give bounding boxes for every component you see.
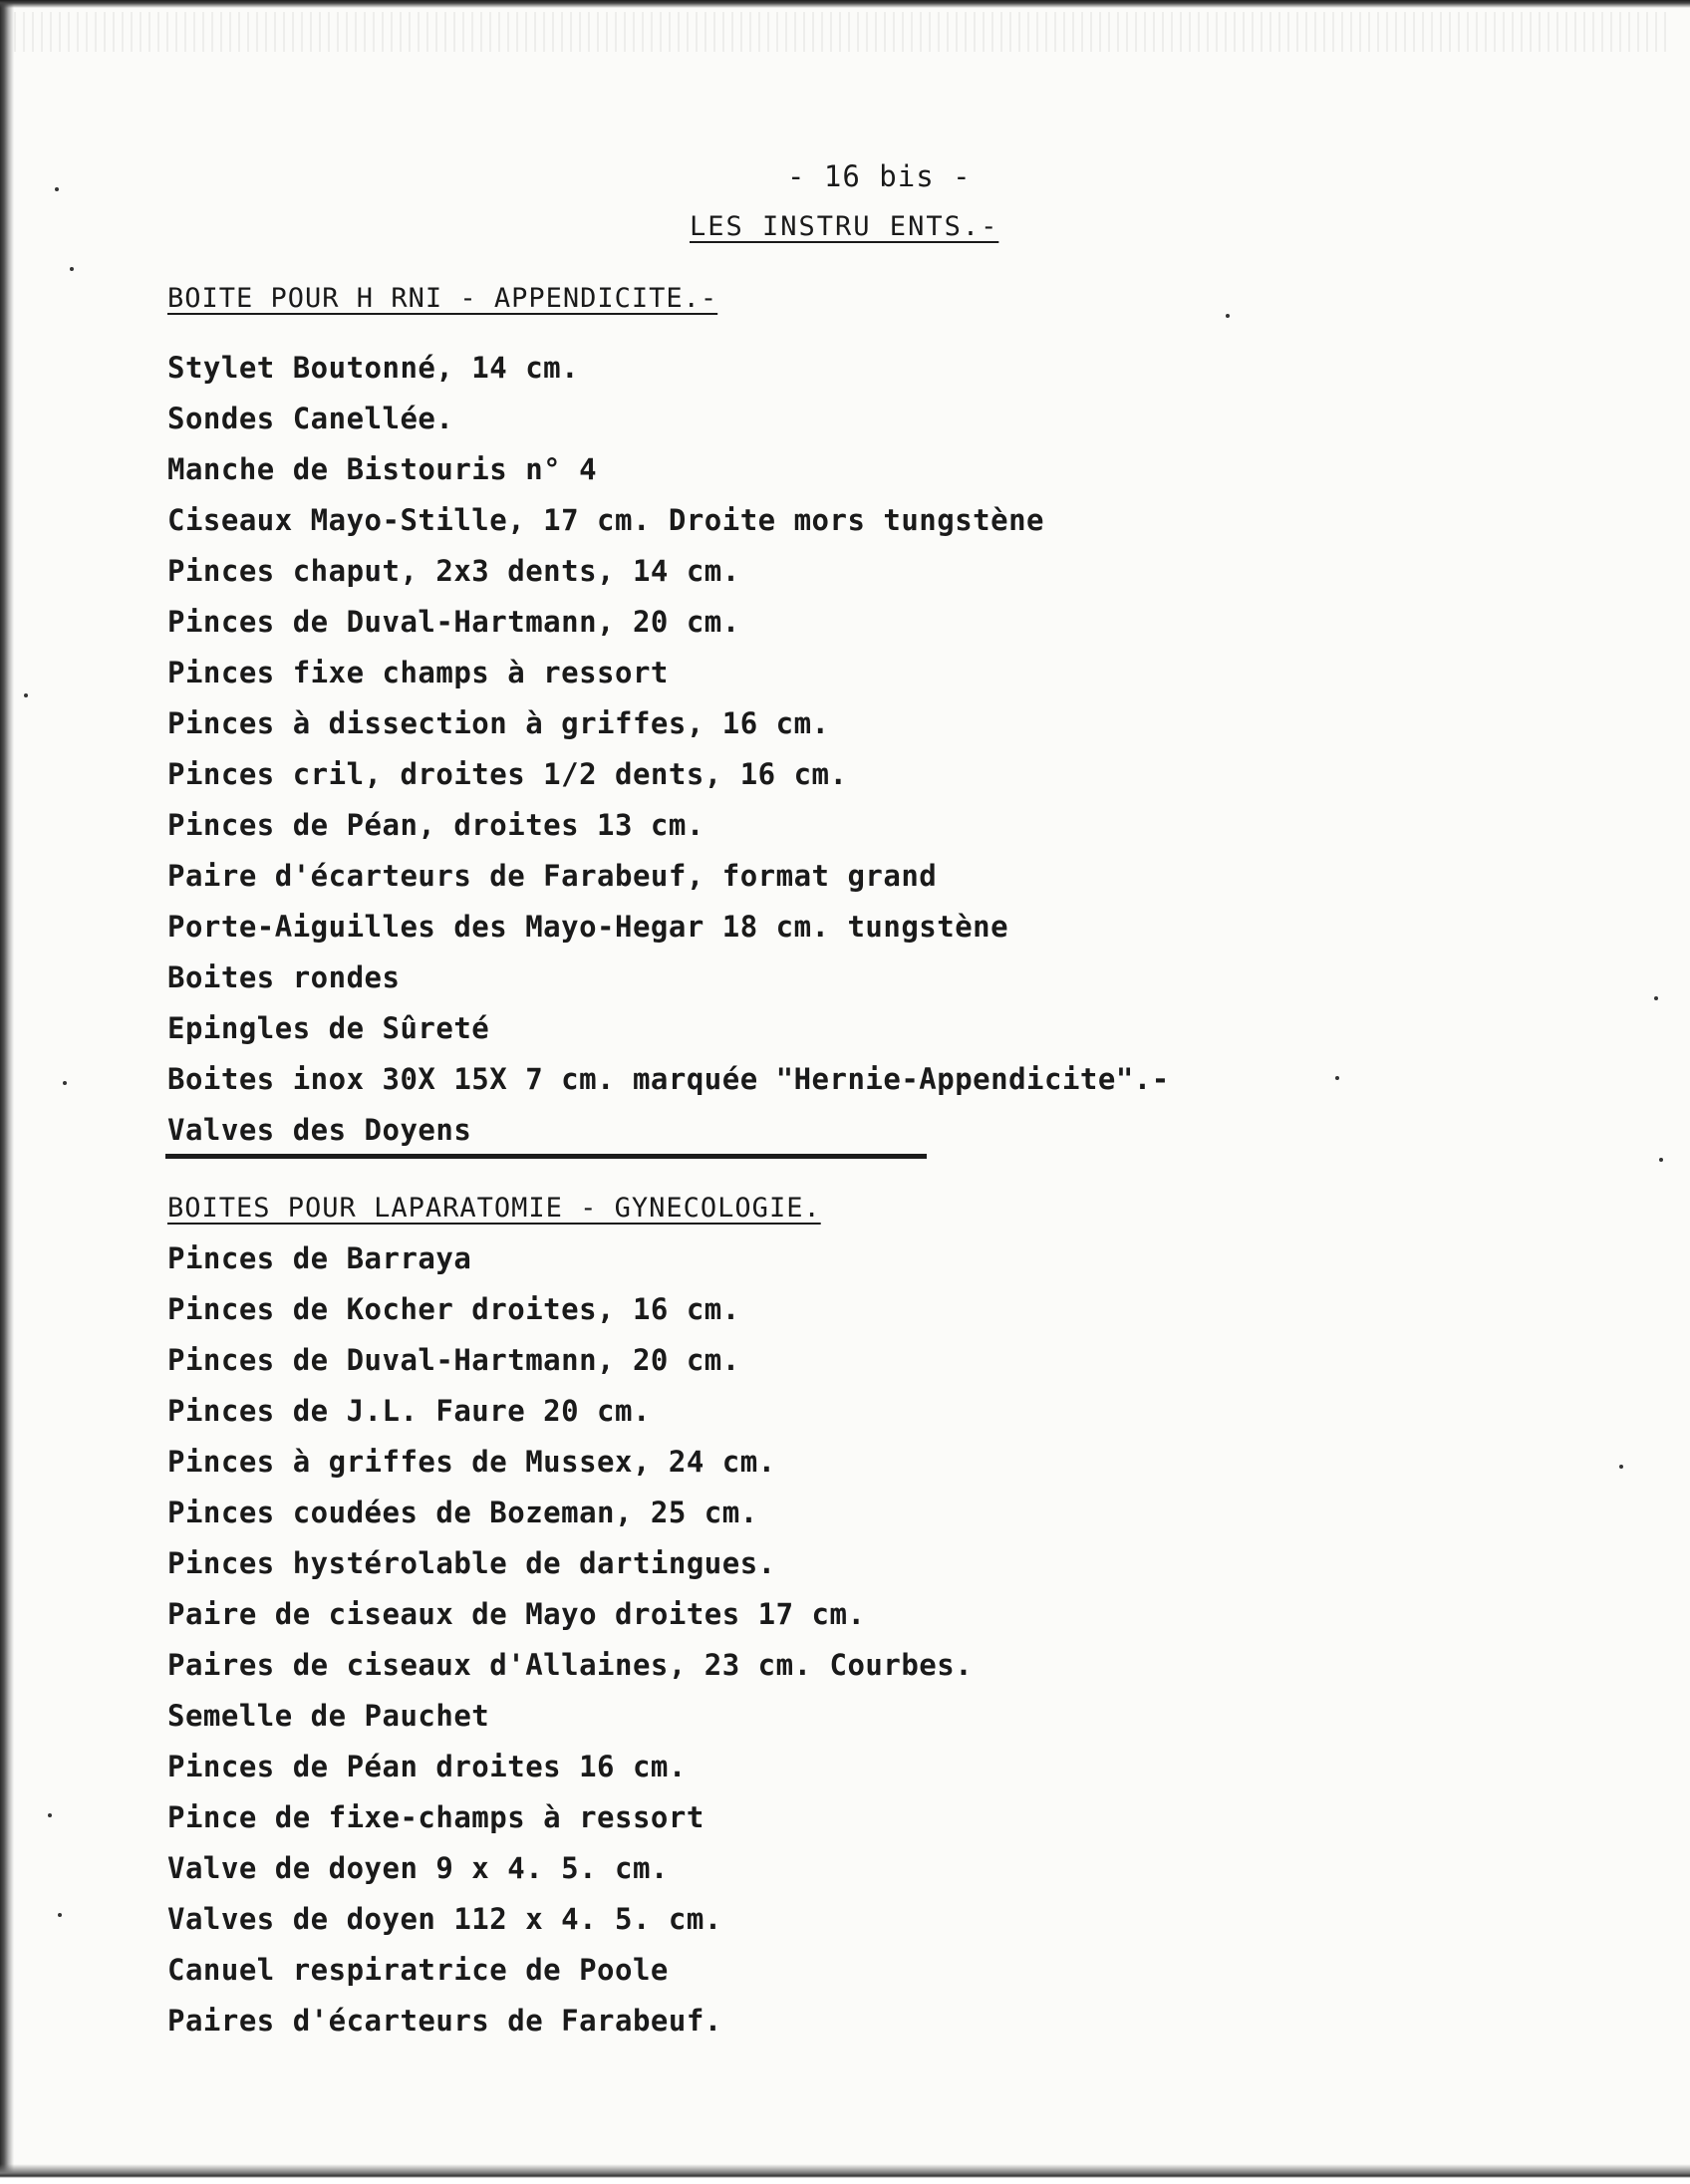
scan-speck	[1659, 1158, 1663, 1162]
list-item: Paires de ciseaux d'Allaines, 23 cm. Courbes.	[167, 1648, 974, 1682]
list-item: Epingles de Sûreté	[167, 1011, 490, 1045]
list-item: Porte-Aiguilles des Mayo-Hegar 18 cm. tungstène	[167, 910, 1009, 944]
list-item: Boites inox 30X 15X 7 cm. marquée "Hernie-Appendicite".-	[167, 1062, 1170, 1096]
scan-speck	[24, 693, 28, 697]
scan-speck	[1654, 996, 1658, 1000]
scan-speck	[1335, 1076, 1339, 1080]
scan-speck	[1226, 314, 1230, 318]
list-item: Pinces coudées de Bozeman, 25 cm.	[167, 1496, 758, 1529]
list-item: Pinces à griffes de Mussex, 24 cm.	[167, 1445, 776, 1479]
list-item: Pince de fixe-champs à ressort	[167, 1800, 704, 1834]
list-item: Pinces cril, droites 1/2 dents, 16 cm.	[167, 757, 848, 791]
scan-speck	[1619, 1465, 1623, 1469]
scan-left-edge	[0, 0, 14, 2184]
scan-speck	[48, 1813, 52, 1817]
list-item: Semelle de Pauchet	[167, 1699, 490, 1733]
list-item: Manche de Bistouris n° 4	[167, 452, 598, 486]
list-item: Stylet Boutonné, 14 cm.	[167, 351, 580, 385]
page-number: - 16 bis -	[787, 159, 972, 193]
section-heading-hernie-appendicite: BOITE POUR H RNI - APPENDICITE.-	[167, 283, 718, 314]
list-item: Paire de ciseaux de Mayo droites 17 cm.	[167, 1597, 866, 1631]
instrument-list-hernie-appendicite	[167, 343, 1170, 1156]
list-item: Pinces de Barraya	[167, 1241, 472, 1275]
list-item: Pinces à dissection à griffes, 16 cm.	[167, 706, 830, 740]
list-item: Pinces de Duval-Hartmann, 20 cm.	[167, 1343, 740, 1377]
list-item: Boites rondes	[167, 960, 401, 994]
section-divider	[165, 1154, 927, 1159]
instrument-list-laparatomie-gynecologie	[167, 1233, 973, 2047]
list-item: Valve de doyen 9 x 4. 5. cm.	[167, 1851, 669, 1885]
list-item: Paire d'écarteurs de Farabeuf, format grand	[167, 859, 938, 893]
list-item: Pinces de Péan droites 16 cm.	[167, 1750, 687, 1783]
list-item: Valves des Doyens	[167, 1113, 472, 1147]
list-item: Ciseaux Mayo-Stille, 17 cm. Droite mors tungstène	[167, 503, 1045, 537]
section-heading-laparatomie-gynecologie: BOITES POUR LAPARATOMIE - GYNECOLOGIE.	[167, 1193, 821, 1224]
list-item: Pinces de Duval-Hartmann, 20 cm.	[167, 605, 740, 639]
scan-speck	[63, 1081, 67, 1085]
list-item: Pinces hystérolable de dartingues.	[167, 1546, 776, 1580]
scan-bottom-edge	[0, 2164, 1690, 2184]
scan-top-edge	[0, 0, 1690, 8]
list-item: Pinces de Péan, droites 13 cm.	[167, 808, 704, 842]
scan-speck	[58, 1913, 62, 1917]
list-item: Canuel respiratrice de Poole	[167, 1953, 669, 1987]
list-item: Pinces chaput, 2x3 dents, 14 cm.	[167, 554, 740, 588]
scan-noise	[14, 12, 1668, 52]
scan-speck	[70, 267, 74, 271]
list-item: Valves de doyen 112 x 4. 5. cm.	[167, 1902, 722, 1936]
list-item: Pinces de J.L. Faure 20 cm.	[167, 1394, 651, 1428]
list-item: Pinces fixe champs à ressort	[167, 656, 669, 689]
document-title: LES INSTRU ENTS.-	[690, 211, 999, 242]
list-item: Paires d'écarteurs de Farabeuf.	[167, 2004, 722, 2038]
list-item: Pinces de Kocher droites, 16 cm.	[167, 1292, 740, 1326]
scan-speck	[55, 187, 59, 191]
list-item: Sondes Canellée.	[167, 402, 454, 435]
